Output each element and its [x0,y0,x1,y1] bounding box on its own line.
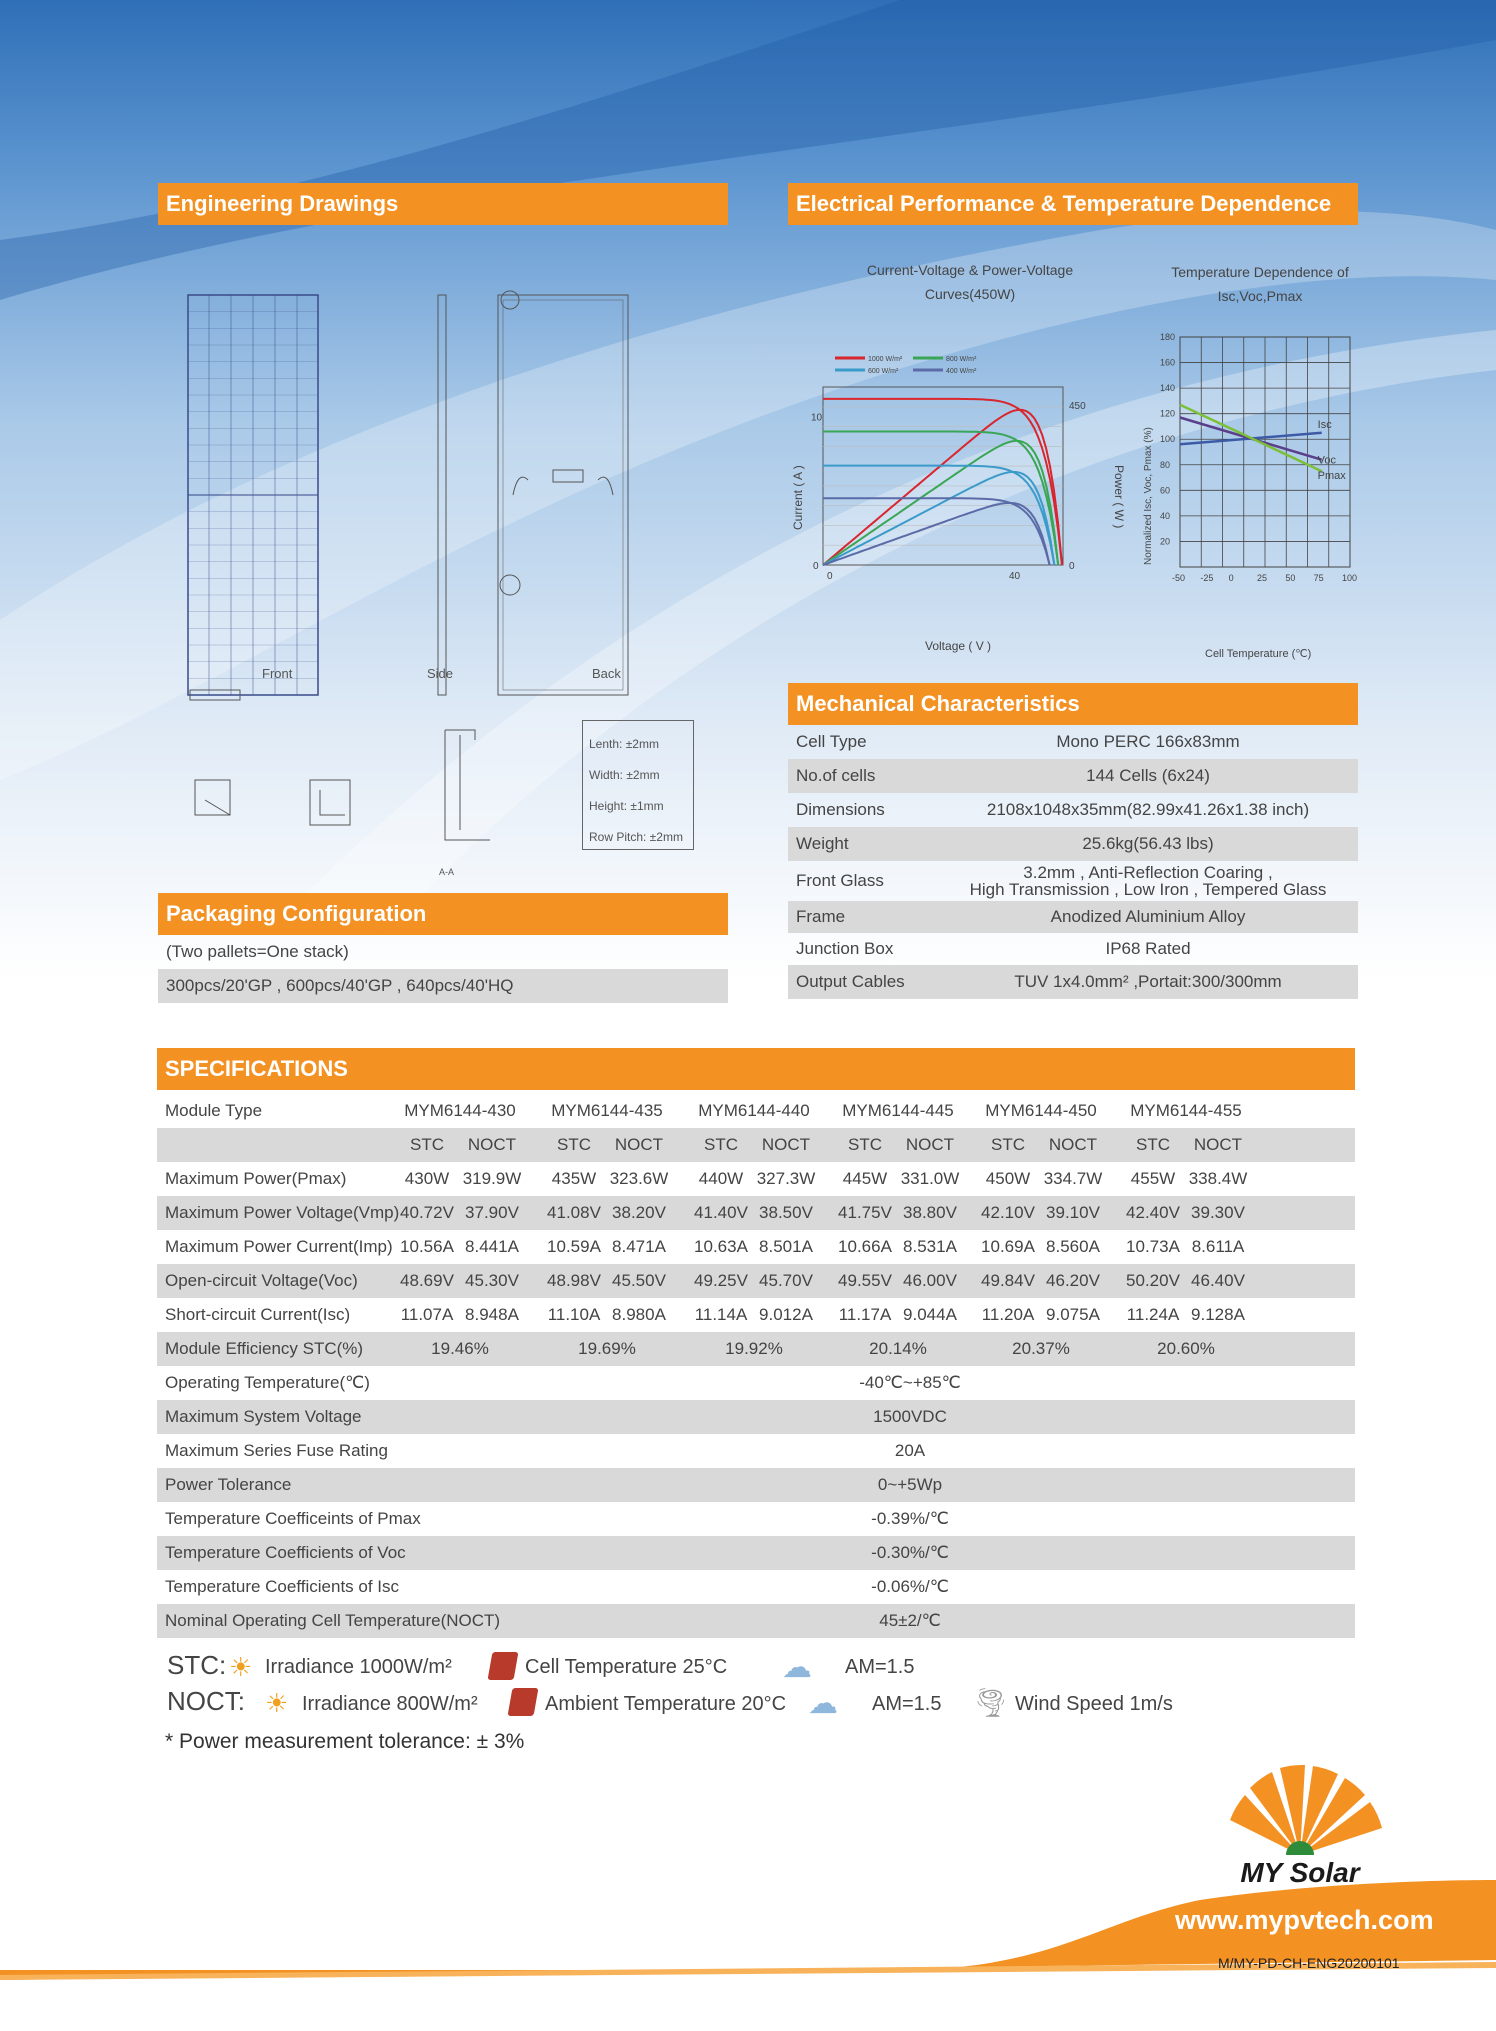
stc-value: 10.63A [694,1237,748,1256]
tolerance-row-pitch: Row Pitch: ±2mm [589,830,683,844]
iv-curve [823,466,1054,565]
spec-row [157,1502,1355,1536]
stc-cell-temperature: Cell Temperature 25°C [525,1656,728,1678]
spec-label: Nominal Operating Cell Temperature(NOCT) [165,1611,501,1630]
tolerance-length: Lenth: ±2mm [589,737,659,751]
stc-value: 41.40V [694,1203,748,1222]
mechanical-row [788,901,1358,933]
stc-header: STC [991,1135,1025,1154]
noct-value: 39.30V [1191,1203,1245,1222]
model-name: MYM6144-445 [842,1101,954,1120]
noct-value: 38.50V [759,1203,813,1222]
temp-series-label: Isc [1317,418,1332,431]
efficiency-value: 19.46% [431,1339,489,1358]
noct-header: NOCT [761,1135,811,1154]
stc-air-mass: AM=1.5 [845,1656,915,1678]
spec-value: 45±2/℃ [879,1611,941,1630]
spec-label: Maximum Power Current(Imp) [165,1237,393,1256]
mechanical-value: 25.6kg(56.43 lbs) [1082,834,1214,853]
noct-value: 38.20V [612,1203,666,1222]
temp-x-tick: 75 [1313,573,1324,583]
spec-label: Maximum Power Voltage(Vmp) [165,1203,400,1222]
spec-row [157,1604,1355,1638]
noct-value: 8.531A [903,1237,957,1256]
noct-label: NOCT: [167,1686,245,1716]
stc-header: STC [557,1135,591,1154]
iv-x-tick: 40 [1009,571,1021,582]
pv-curve [823,503,1050,565]
logo-text: MY Solar [1240,1857,1360,1885]
stc-value: 41.08V [547,1203,601,1222]
spec-label: Module Type [165,1101,263,1120]
stc-value: 430W [404,1169,450,1188]
mechanical-value: 144 Cells (6x24) [1086,766,1210,785]
stc-value: 10.59A [547,1237,601,1256]
stc-value: 435W [551,1169,597,1188]
model-name: MYM6144-435 [551,1101,663,1120]
temp-x-tick: -25 [1200,573,1214,583]
temp-y-tick: 80 [1160,459,1171,470]
noct-value: 46.00V [903,1271,957,1290]
label-back: Back [592,666,621,681]
spec-label: Temperature Coefficeints of Pmax [165,1509,421,1528]
spec-value: -0.39%/℃ [871,1509,949,1528]
noct-value: 8.560A [1046,1237,1100,1256]
temp-y-tick: 140 [1160,383,1176,394]
my-solar-logo [1210,1760,1390,1885]
noct-value: 8.471A [612,1237,666,1256]
temp-x-tick: 25 [1257,573,1268,583]
noct-header: NOCT [1193,1135,1243,1154]
iv-legend-label: 600 W/m² [868,368,899,375]
temp-x-tick: 50 [1285,573,1296,583]
mechanical-label: Front Glass [796,871,884,890]
stc-value: 40.72V [400,1203,454,1222]
thermometer-icon [488,1652,519,1680]
spec-row [157,1332,1355,1366]
temp-series-label: Voc [1317,454,1337,467]
temp-y-tick: 20 [1160,536,1171,547]
mechanical-label: Cell Type [796,732,867,751]
noct-value: 38.80V [903,1203,957,1222]
pv-curve [823,410,1062,565]
packaging-containers: 300pcs/20'GP , 600pcs/40'GP , 640pcs/40'HQ [166,976,514,995]
spec-row [157,1366,1355,1400]
temp-y-tick: 100 [1160,434,1176,445]
mechanical-label: Weight [796,834,849,853]
noct-header: NOCT [905,1135,955,1154]
temp-y-tick: 180 [1160,332,1176,342]
spec-row [157,1128,1355,1162]
stc-header: STC [704,1135,738,1154]
noct-value: 9.012A [759,1305,813,1324]
mechanical-value: TUV 1x4.0mm² ,Portait:300/300mm [1014,972,1282,991]
stc-value: 41.75V [838,1203,892,1222]
frame-section-details [185,680,585,880]
label-front: Front [262,666,293,681]
spec-label: Module Efficiency STC(%) [165,1339,364,1358]
model-name: MYM6144-450 [985,1101,1097,1120]
mechanical-label: Junction Box [796,939,894,958]
temp-y-tick: 40 [1160,510,1171,521]
model-name: MYM6144-440 [698,1101,810,1120]
noct-value: 39.10V [1046,1203,1100,1222]
noct-ambient-temperature: Ambient Temperature 20°C [545,1693,787,1715]
noct-value: 37.90V [465,1203,519,1222]
noct-header: NOCT [467,1135,517,1154]
document-code: M/MY-PD-CH-ENG20200101 [1218,1955,1400,1971]
stc-value: 42.10V [981,1203,1035,1222]
noct-value: 46.20V [1046,1271,1100,1290]
spec-row [157,1468,1355,1502]
temp-y-tick: 120 [1160,408,1176,419]
stc-label: STC: [167,1650,227,1680]
iv-legend-label: 1000 W/m² [868,356,903,363]
mechanical-header: Mechanical Characteristics [788,683,1358,725]
stc-value: 10.73A [1126,1237,1180,1256]
specifications-table [157,1094,1355,1638]
temp-x-label: Cell Temperature (℃) [1205,648,1312,660]
spec-label: Power Tolerance [165,1475,292,1494]
noct-value: 9.075A [1046,1305,1100,1324]
spec-row [157,1536,1355,1570]
iv-chart-title: Current-Voltage & Power-Voltage Curves(450W) [866,262,1074,302]
noct-header: NOCT [1048,1135,1098,1154]
spec-label: Short-circuit Current(Isc) [165,1305,351,1324]
tolerance-width: Width: ±2mm [589,768,660,782]
spec-label: Maximum System Voltage [165,1407,362,1426]
temp-y-tick: 60 [1160,485,1171,496]
tolerance-box [582,720,694,850]
mechanical-value: IP68 Rated [1105,939,1191,958]
spec-row [157,1094,1355,1128]
electrical-header: Electrical Performance & Temperature Dependence [788,183,1358,225]
cloud-icon: ☁ [782,1651,812,1684]
packaging-stack: (Two pallets=One stack) [166,942,349,961]
engineering-header: Engineering Drawings [158,183,728,225]
wind-icon: 🌪 [973,1687,1009,1718]
spec-value: 0~+5Wp [877,1475,943,1494]
temp-x-tick: 0 [1228,573,1234,583]
iv-y-label: Current ( A ) [791,465,805,530]
iv-legend-label: 400 W/m² [946,368,977,375]
noct-air-mass: AM=1.5 [872,1693,942,1715]
temp-x-tick: -50 [1172,573,1186,583]
mechanical-label: Frame [796,907,846,926]
mechanical-label: Output Cables [796,972,905,991]
mechanical-value: Mono PERC 166x83mm [1056,732,1240,751]
iv-y2-label: Power ( W ) [1112,465,1126,529]
mechanical-table [788,725,1358,1001]
mechanical-value-line: High Transmission , Low Iron , Tempered Glass [969,880,1327,899]
noct-value: 323.6W [609,1169,669,1188]
mechanical-row [788,965,1358,999]
model-name: MYM6144-430 [404,1101,516,1120]
spec-label: Operating Temperature(℃) [165,1373,370,1392]
noct-header: NOCT [614,1135,664,1154]
stc-value: 10.69A [981,1237,1035,1256]
stc-value: 10.56A [400,1237,454,1256]
spec-row [157,1298,1355,1332]
mechanical-label: Dimensions [796,800,885,819]
spec-label: Maximum Series Fuse Rating [165,1441,388,1460]
stc-value: 11.24A [1126,1305,1180,1324]
stc-value: 11.20A [981,1305,1035,1324]
mechanical-value [938,864,1358,898]
spec-label: Maximum Power(Pmax) [165,1169,347,1188]
thermometer-icon [508,1688,539,1716]
mechanical-row [788,759,1358,793]
temp-x-tick: 100 [1342,573,1358,583]
noct-value: 319.9W [462,1169,522,1188]
mechanical-label: No.of cells [796,766,876,785]
iv-y2-tick: 0 [1069,561,1075,572]
spec-value: 1500VDC [873,1407,947,1426]
efficiency-value: 20.37% [1012,1339,1070,1358]
stc-value: 49.55V [838,1271,892,1290]
stc-value: 48.69V [400,1271,454,1290]
model-name: MYM6144-455 [1130,1101,1242,1120]
noct-value: 331.0W [900,1169,960,1188]
temp-chart-title: Temperature Dependence of Isc,Voc,Pmax [1171,264,1349,304]
packaging-header: Packaging Configuration [158,893,728,935]
tolerance-height: Height: ±1mm [589,799,664,813]
iv-x-label: Voltage ( V ) [925,639,992,653]
mechanical-row [788,933,1358,965]
stc-value: 11.17A [838,1305,892,1324]
stc-value: 450W [985,1169,1031,1188]
iv-curve [823,498,1050,565]
iv-y-tick: 0 [813,561,819,572]
mechanical-row [788,725,1358,759]
noct-value: 9.044A [903,1305,957,1324]
noct-value: 45.70V [759,1271,813,1290]
side-view [438,295,446,695]
spec-row [157,1570,1355,1604]
temp-y-tick: 160 [1160,357,1176,368]
spec-label: Temperature Coefficients of Isc [165,1577,400,1596]
iv-y-tick: 10 [811,412,823,424]
efficiency-value: 19.92% [725,1339,783,1358]
mechanical-value: 2108x1048x35mm(82.99x41.26x1.38 inch) [986,800,1310,819]
efficiency-value: 19.69% [578,1339,636,1358]
noct-value: 8.441A [465,1237,519,1256]
sun-icon: ☀ [229,1652,253,1682]
spec-label: Open-circuit Voltage(Voc) [165,1271,358,1290]
noct-value: 46.40V [1191,1271,1245,1290]
temp-chart [1130,325,1360,670]
stc-header: STC [1136,1135,1170,1154]
noct-value: 45.50V [612,1271,666,1290]
sun-icon: ☀ [265,1688,289,1718]
iv-chart [775,315,1135,670]
noct-value: 334.7W [1043,1169,1103,1188]
spec-row [157,1196,1355,1230]
mechanical-row [788,827,1358,861]
stc-header: STC [410,1135,444,1154]
spec-value: -0.06%/℃ [871,1577,949,1596]
stc-value: 11.10A [547,1305,601,1324]
mechanical-value: Anodized Aluminium Alloy [1050,907,1246,926]
temp-series-label: Pmax [1317,470,1346,483]
stc-value: 10.66A [838,1237,892,1256]
stc-value: 11.14A [694,1305,748,1324]
iv-x-tick: 0 [827,571,833,582]
spec-value: -40℃~+85℃ [859,1373,961,1392]
spec-row [157,1162,1355,1196]
cloud-icon: ☁ [808,1687,838,1720]
spec-label: Temperature Coefficients of Voc [165,1543,406,1562]
power-tolerance-note: * Power measurement tolerance: ± 3% [165,1730,525,1753]
iv-legend-label: 800 W/m² [946,356,977,363]
mechanical-row [788,793,1358,827]
noct-value: 327.3W [756,1169,816,1188]
stc-value: 455W [1130,1169,1176,1188]
spec-row [157,1230,1355,1264]
spec-value: 20A [894,1441,926,1460]
specifications-header: SPECIFICATIONS [157,1048,1355,1090]
spec-row [157,1400,1355,1434]
stc-irradiance: Irradiance 1000W/m² [265,1656,452,1678]
stc-value: 49.25V [694,1271,748,1290]
packaging-panel [158,935,728,1003]
efficiency-value: 20.60% [1157,1339,1215,1358]
stc-value: 49.84V [981,1271,1035,1290]
mechanical-value-line: 3.2mm , Anti-Reflection Coaring , [1023,863,1273,882]
back-view [498,291,628,695]
stc-header: STC [848,1135,882,1154]
noct-value: 8.501A [759,1237,813,1256]
temp-y-label: Normalized Isc, Voc, Pmax (%) [1143,427,1154,565]
stc-value: 50.20V [1126,1271,1180,1290]
website-link[interactable]: www.mypvtech.com [1175,1905,1434,1935]
noct-value: 8.611A [1191,1237,1245,1256]
stc-value: 445W [842,1169,888,1188]
noct-value: 45.30V [465,1271,519,1290]
spec-row [157,1434,1355,1468]
noct-value: 8.980A [612,1305,666,1324]
stc-value: 48.98V [547,1271,601,1290]
noct-value: 338.4W [1188,1169,1248,1188]
noct-value: 8.948A [465,1305,519,1324]
iv-y2-tick: 450 [1069,400,1086,412]
front-view [188,295,318,695]
stc-value: 11.07A [400,1305,454,1324]
efficiency-value: 20.14% [869,1339,927,1358]
mechanical-row [788,861,1358,901]
packaging-row [158,969,728,1003]
conditions [165,1650,1265,1760]
packaging-row [158,935,728,969]
noct-value: 9.128A [1191,1305,1245,1324]
label-side: Side [427,666,454,681]
noct-irradiance: Irradiance 800W/m² [302,1693,478,1715]
spec-row [157,1264,1355,1298]
section-aa-label: A-A [439,867,455,877]
stc-value: 42.40V [1126,1203,1180,1222]
spec-value: -0.30%/℃ [871,1543,949,1562]
noct-wind-speed: Wind Speed 1m/s [1015,1693,1173,1715]
stc-value: 440W [698,1169,744,1188]
